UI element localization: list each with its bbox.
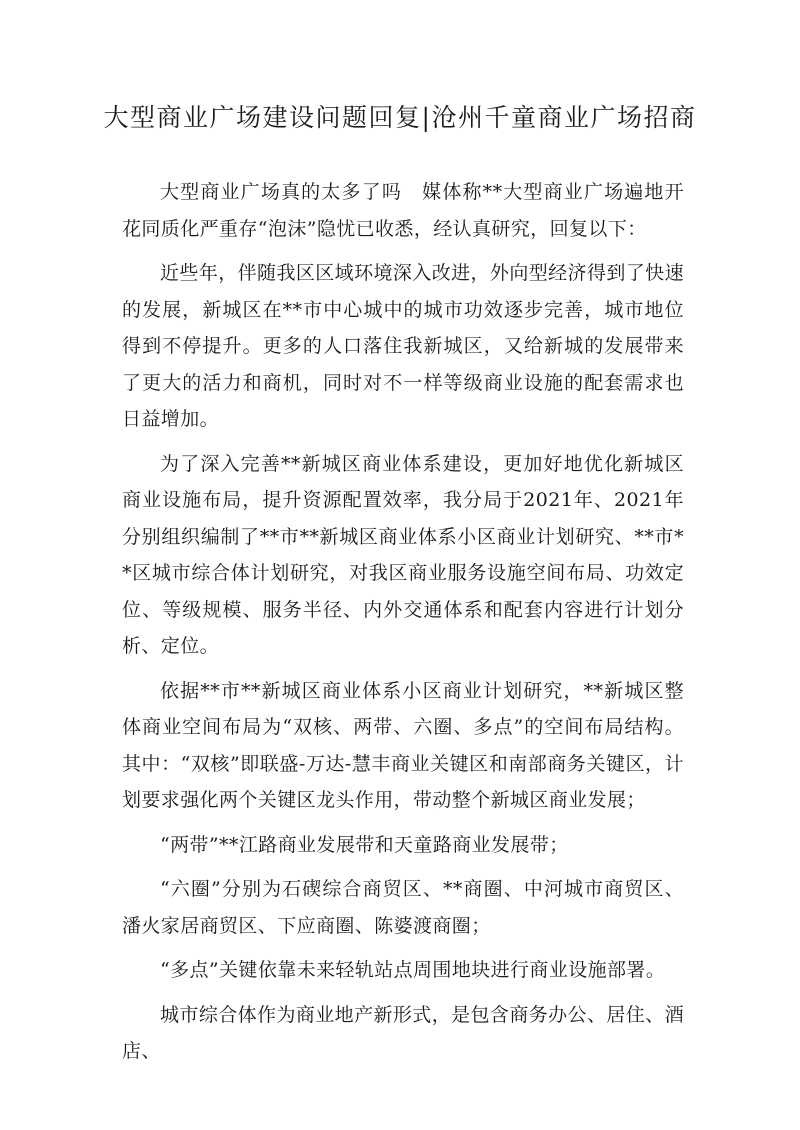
document-title: 大型商业广场建设问题回复|沧州千童商业广场招商 (103, 103, 697, 132)
paragraph-six-circles: “六圈”分别为石碶综合商贸区、**商圈、中河城市商贸区、潘火家居商贸区、下应商圈、陈婆渡商圈； (122, 878, 684, 937)
paragraph-intro: 大型商业广场真的太多了吗 媒体称**大型商业广场遍地开花同质化严重存“泡沫”隐忧已收悉，经认真研究，回复以下： (122, 181, 684, 240)
paragraph-development: 近些年，伴随我区区域环境深入改进，外向型经济得到了快速的发展，新城区在**市中心城中的城市功效逐步完善，城市地位得到不停提升。更多的人口落住我新城区，又给新城的发展带来了更大的活力和商机，同时对不一样等级商业设施的配套需求也日益增加。 (122, 262, 684, 430)
paragraph-multiple-points: “多点”关键依靠未来轻轨站点周围地块进行商业设施部署。 (160, 959, 666, 981)
paragraph-two-belts: “两带”**江路商业发展带和天童路商业发展带； (160, 833, 569, 856)
paragraph-urban-complex: 城市综合体作为商业地产新形式，是包含商务办公、居住、酒店、 (122, 1003, 684, 1062)
paragraph-layout-structure: 依据**市**新城区商业体系小区商业计划研究，**新城区整体商业空间布局为“双核、两带、六圈、多点”的空间布局结构。其中：“双核”即联盛-万达-慧丰商业关键区和南部商务关键区，计划要求强化两个关键区龙头作用，带动整个新城区商业发展； (122, 679, 684, 811)
document-body (122, 174, 684, 1078)
paragraph-planning: 为了深入完善**新城区商业体系建设，更加好地优化新城区商业设施布局，提升资源配置效率，我分局于2021年、2021年分别组织编制了**市**新城区商业体系小区商业计划研究、**市**区城市综合体计划研究，对我区商业服务设施空间布局、功效定位、等级规模、服务半径、内外交通体系和配套内容进行计划分析、定位。 (122, 452, 684, 657)
